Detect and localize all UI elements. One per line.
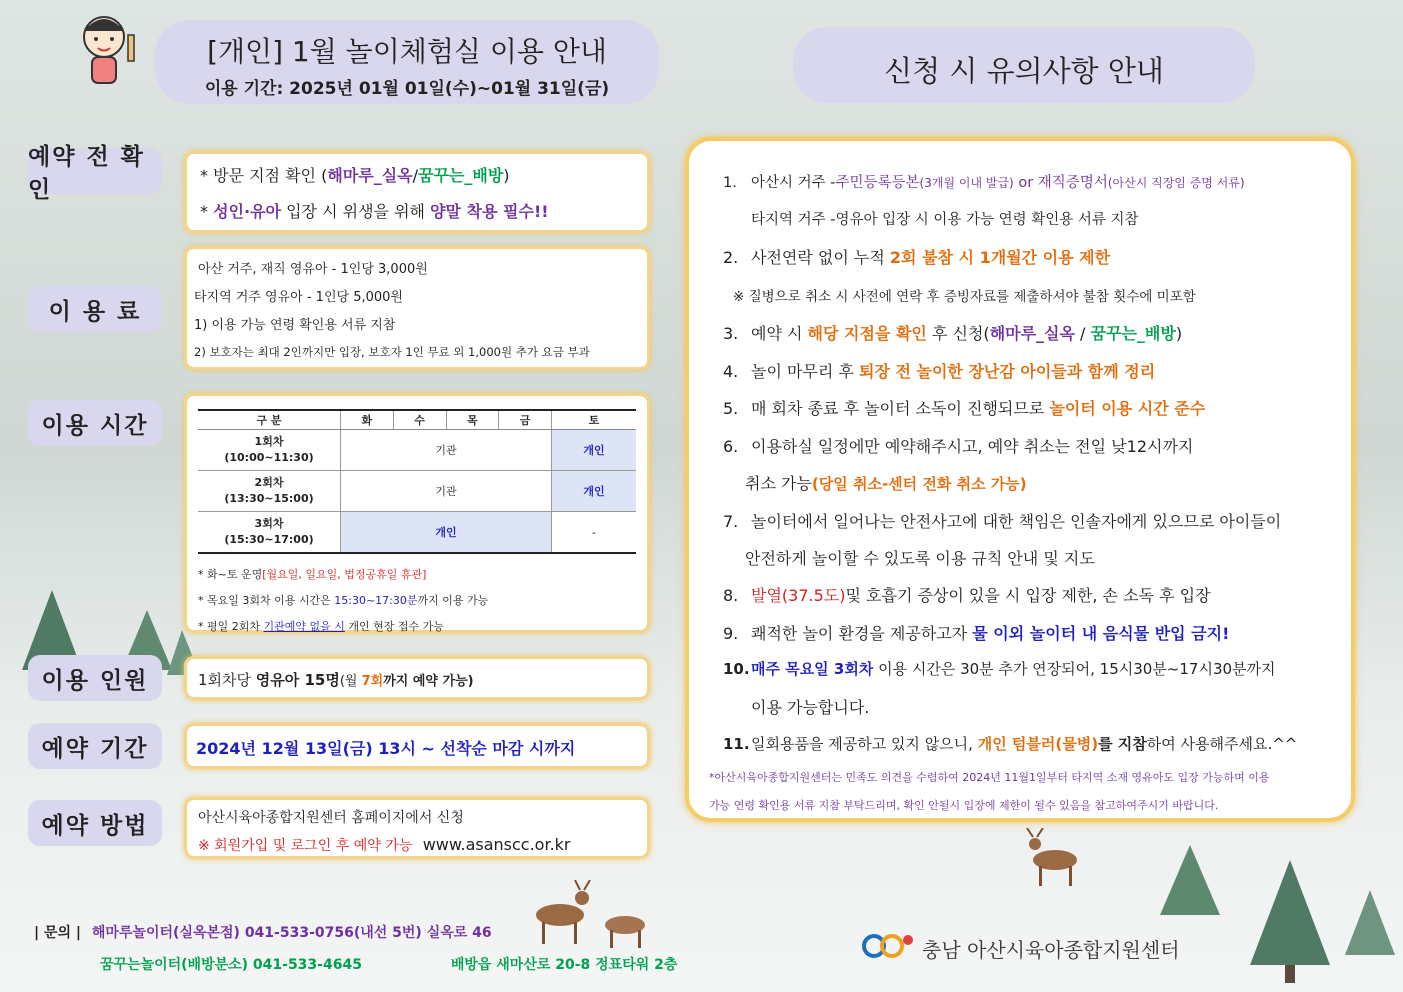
child-character-icon [72,5,152,93]
label-capacity: 이용 인원 [28,655,162,701]
fee-line: 아산 거주, 재직 영유아 - 1인당 3,000원 [198,262,428,277]
usage-period: 이용 기간: 2025년 01월 01일(수)~01월 31일(금) [204,79,610,99]
notice-footnote: 가능 연령 확인용 서류 지참 부탁드리며, 확인 안될시 입장에 제한이 될수 있음을 참고하여주시기 바랍니다. [709,799,1219,812]
notice-item-4: 4. 놀이 마무리 후 퇴장 전 놀이한 장난감 아이들과 함께 정리 [723,362,1156,381]
header-title-pill [155,20,659,104]
reservation-period-text: 2024년 12월 13일(금) 13시 ~ 선착순 마감 시까지 [196,739,576,758]
notice-item-10: 10.매주 목요일 3회차 이용 시간은 30분 추가 연장되어, 15시30분~17시30분까지 [723,660,1276,678]
notice-item-5: 5. 매 회차 종료 후 놀이터 소독이 진행되므로 놀이터 이용 시간 준수 [723,399,1206,418]
notice-item-3: 3. 예약 시 해당 지점을 확인 후 신청(해마루_실옥 / 꿈꾸는_배방) [723,324,1183,343]
page-title: [개인] 1월 놀이체험실 이용 안내 [207,35,607,68]
schedule-note: * 목요일 3회차 이용 시간은 15:30~17:30분까지 이용 가능 [198,594,489,607]
fee-line: 2) 보호자는 최대 2인까지만 입장, 보호자 1인 무료 외 1,000원 추가 요금 부과 [194,345,590,359]
deer-illustration [520,880,660,950]
notice-box: 1. 아산시 거주 -주민등록등본(3개월 이내 발급) or 재직증명서(아산시 직장임 증명 서류) 타지역 거주 -영유아 입장 시 이용 가능 연령 확인용 서류 지참 2. 사전연락 없이 누적 2회 불참 시 1개월간 이용 제한 ※ 질병으로 취소 시 사전에 연락 후 증빙자료를 제출하셔야 불참 횟수에 미포함 3. 예약 시 해당 지점을 확인 후 신청(해마루_실옥 / 꿈꾸는_배방) 4. 놀이 마무리 후 퇴장 전 놀이한 장난감 아이들과 함께 정리 5. 매 회차 종료 후 놀이터 소독이 진행되므로 놀이터 이용 시간 준수 6. 이용하실 일정에만 예약해주시고, 예약 취소는 전일 낮12시까지 취소 가능(당일 취소-센터 전화 취소 가능) 7. 놀이터에서 일어나는 안전사고에 대한 책임은 인솔자에게 있으므로 아이들이 안전하게 놀이할 수 있도록 이용 규칙 안내 및 지도 8. 발열(37.5도)및 호흡기 증상이 있을 시 입장 제한, 손 소독 후 입장 9. 쾌적한 놀이 환경을 제공하고자 물 이외 놀이터 내 음식물 반입 금지! 10.매주 목요일 3회차 이용 시간은 30분 추가 연장되어, 15시30분~17시30분까지 이용 가능합니다. 11.일회용품을 제공하고 있지 않으니, 개인 텀블러(물병)를 지참하여 사용해주세요.^^ *아산시육아종합지원센터는 민족도 의견을 수렴하여 2024년 11월1일부터 타지역 소재 영유아도 입장 가능하며 이용 가능 연령 확인용 서류 지참 부탁드리며, 확인 안될시 입장에 제한이 될수 있음을 참고하여주시기 바랍니다. [685,137,1355,822]
deer-illustration-right [1015,828,1095,888]
notice-title: 신청 시 유의사항 안내 [884,54,1164,88]
footer-branch1: 해마루놀이터(실옥본점) 041-533-0756(내선 5번) 실옥로 46 [91,925,492,941]
notice-footnote: *아산시육아종합지원센터는 민족도 의견을 수렴하여 2024년 11월1일부터 타지역 소재 영유아도 입장 가능하며 이용 [709,771,1270,784]
table-header-row: 구 분 화 수 목 금 토 [198,410,636,430]
fee-line: 1) 이용 가능 연령 확인용 서류 지참 [194,318,396,333]
notice-title-pill [793,27,1255,103]
table-row: 3회차 (15:30~17:00) 개인 - [198,512,636,554]
schedule-note: * 화~토 운영[월요일, 일요일, 법정공휴일 휴관] [198,568,427,581]
table-row: 2회차 (13:30~15:00) 기관 개인 [198,471,636,512]
notice-item-11: 11.일회용품을 제공하고 있지 않으니, 개인 텀블러(물병)를 지참하여 사용해주세요.^^ [723,735,1298,753]
org-name: 충남 아산시육아종합지원센터 [922,938,1180,962]
footer-inquiry [34,922,492,942]
label-fee: 이 용 료 [28,286,162,332]
notice-item-8: 8. 발열(37.5도)및 호흡기 증상이 있을 시 입장 제한, 손 소독 후 입장 [723,586,1211,605]
homepage-link[interactable]: www.asanscc.or.kr [422,835,571,854]
tree-decoration-right [1150,845,1400,985]
org-logo-icon [862,928,918,964]
label-reservation-period: 예약 기간 [28,723,162,769]
label-reservation-check: 예약 전 확인 [28,148,162,194]
reservation-check-box: * 방문 지점 확인 (해마루_실옥/꿈꾸는_배방) * 성인·유아 입장 시 위생을 위해 양말 착용 필수!! [184,151,650,233]
label-time: 이용 시간 [28,400,162,446]
inquiry-label: | 문의 | [34,925,82,941]
capacity-box: 1회차당 영유아 15명(월 7회까지 예약 가능) [184,656,650,700]
fee-box [184,246,650,370]
label-reservation-method: 예약 방법 [28,800,162,846]
schedule-note: * 평일 2회차 기관예약 없을 시 개인 현장 접수 가능 [198,620,444,633]
fee-line: 타지역 거주 영유아 - 1인당 5,000원 [194,290,403,305]
schedule-table [198,409,636,554]
footer-branch2: 꿈꾸는놀이터(배방분소) 041-533-4645 배방읍 새마산로 20-8 정표타워 2층 [100,957,678,973]
notice-item-1: 1. 아산시 거주 -주민등록등본(3개월 이내 발급) or 재직증명서(아산시 직장임 증명 서류) [723,175,1245,191]
table-row: 1회차 (10:00~11:30) 기관 개인 [198,430,636,471]
reservation-method-box: 아산시육아종합지원센터 홈페이지에서 신청 ※ 회원가입 및 로그인 후 예약 가능 www.asanscc.or.kr [184,797,650,859]
notice-item-7: 7. 놀이터에서 일어나는 안전사고에 대한 책임은 인솔자에게 있으므로 아이들이 [723,512,1282,531]
reservation-period-box [184,723,650,769]
notice-item-9: 9. 쾌적한 놀이 환경을 제공하고자 물 이외 놀이터 내 음식물 반입 금지! [723,624,1230,643]
notice-item-2: 2. 사전연락 없이 누적 2회 불참 시 1개월간 이용 제한 [723,248,1111,267]
schedule-box [184,393,650,633]
notice-item-6: 6. 이용하실 일정에만 예약해주시고, 예약 취소는 전일 낮12시까지 [723,437,1194,456]
